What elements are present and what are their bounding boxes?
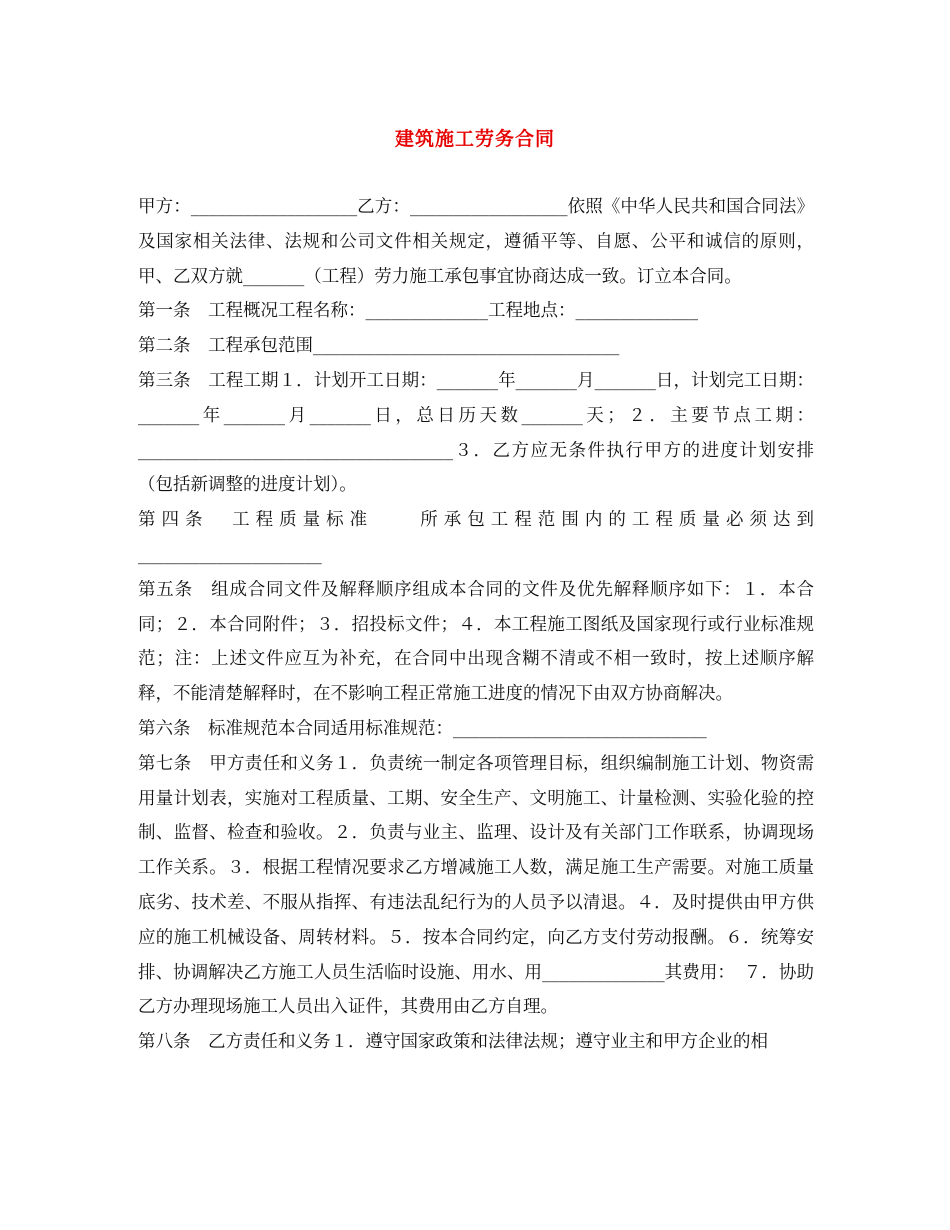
paragraph-preamble: 甲方：___________________乙方：__________________依照《中华人民共和国合同法》及国家相关法律、法规和公司文件相关规定，遵循平等、自愿、公平和诚信的原则，甲、乙双方就_______（工程）劳力施工承包事宜协商达成一致。订立本合同。 [138, 197, 814, 287]
paragraph-article-5: 第五条 组成合同文件及解释顺序组成本合同的文件及优先解释顺序如下：１．本合同；２．本合同附件；３．招投标文件；４．本工程施工图纸及国家现行或行业标准规范；注：上述文件应互为补充，在合同中出现含糊不清或不相一致时，按上述顺序解释，不能清楚解释时，在不影响工程正常施工进度的情况下由双方协商解决。 [138, 579, 814, 705]
document-title: 建筑施工劳务合同 [394, 128, 555, 150]
paragraph-article-2: 第二条 工程承包范围___________________________________ [138, 336, 620, 357]
paragraph-article-8: 第八条 乙方责任和义务１．遵守国家政策和法律法规；遵守业主和甲方企业的相 [138, 1032, 768, 1053]
paragraph-article-7: 第七条 甲方责任和义务１．负责统一制定各项管理目标，组织编制施工计划、物资需用量计划表，实施对工程质量、工期、安全生产、文明施工、计量检测、实验化验的控制、监督、检查和验收。２．负责与业主、监理、设计及有关部门工作联系，协调现场工作关系。３．根据工程情况要求乙方增减施工人数，满足施工生产需要。对施工质量底劣、技术差、不服从指挥、有违法乱纪行为的人员予以清退。４．及时提供由甲方供应的施工机械设备、周转材料。５．按本合同约定，向乙方支付劳动报酬。６．统筹安排、协调解决乙方施工人员生活临时设施、用水、用______________其费用： ７．协助乙方办理现场施工人员出入证件，其费用由乙方自理。 [138, 753, 814, 1018]
paragraph-article-1: 第一条 工程概况工程名称：______________工程地点：______________ [138, 301, 698, 322]
paragraph-article-4: 第四条 工程质量标准 所承包工程范围内的工程质量必须达到_____________________ [138, 510, 814, 565]
paragraph-article-3: 第三条 工程工期１．计划开工日期：_______年_______月_______日，计划完工日期：_______年_______月_______日，总日历天数_______天；２．主要节点工期：____________________________________３．乙方应无条件执行甲方的进度计划安排（包括新调整的进度计划）。 [138, 370, 814, 496]
document-body [138, 190, 814, 1060]
paragraph-article-6: 第六条 标准规范本合同适用标准规范：_____________________________ [138, 718, 707, 739]
